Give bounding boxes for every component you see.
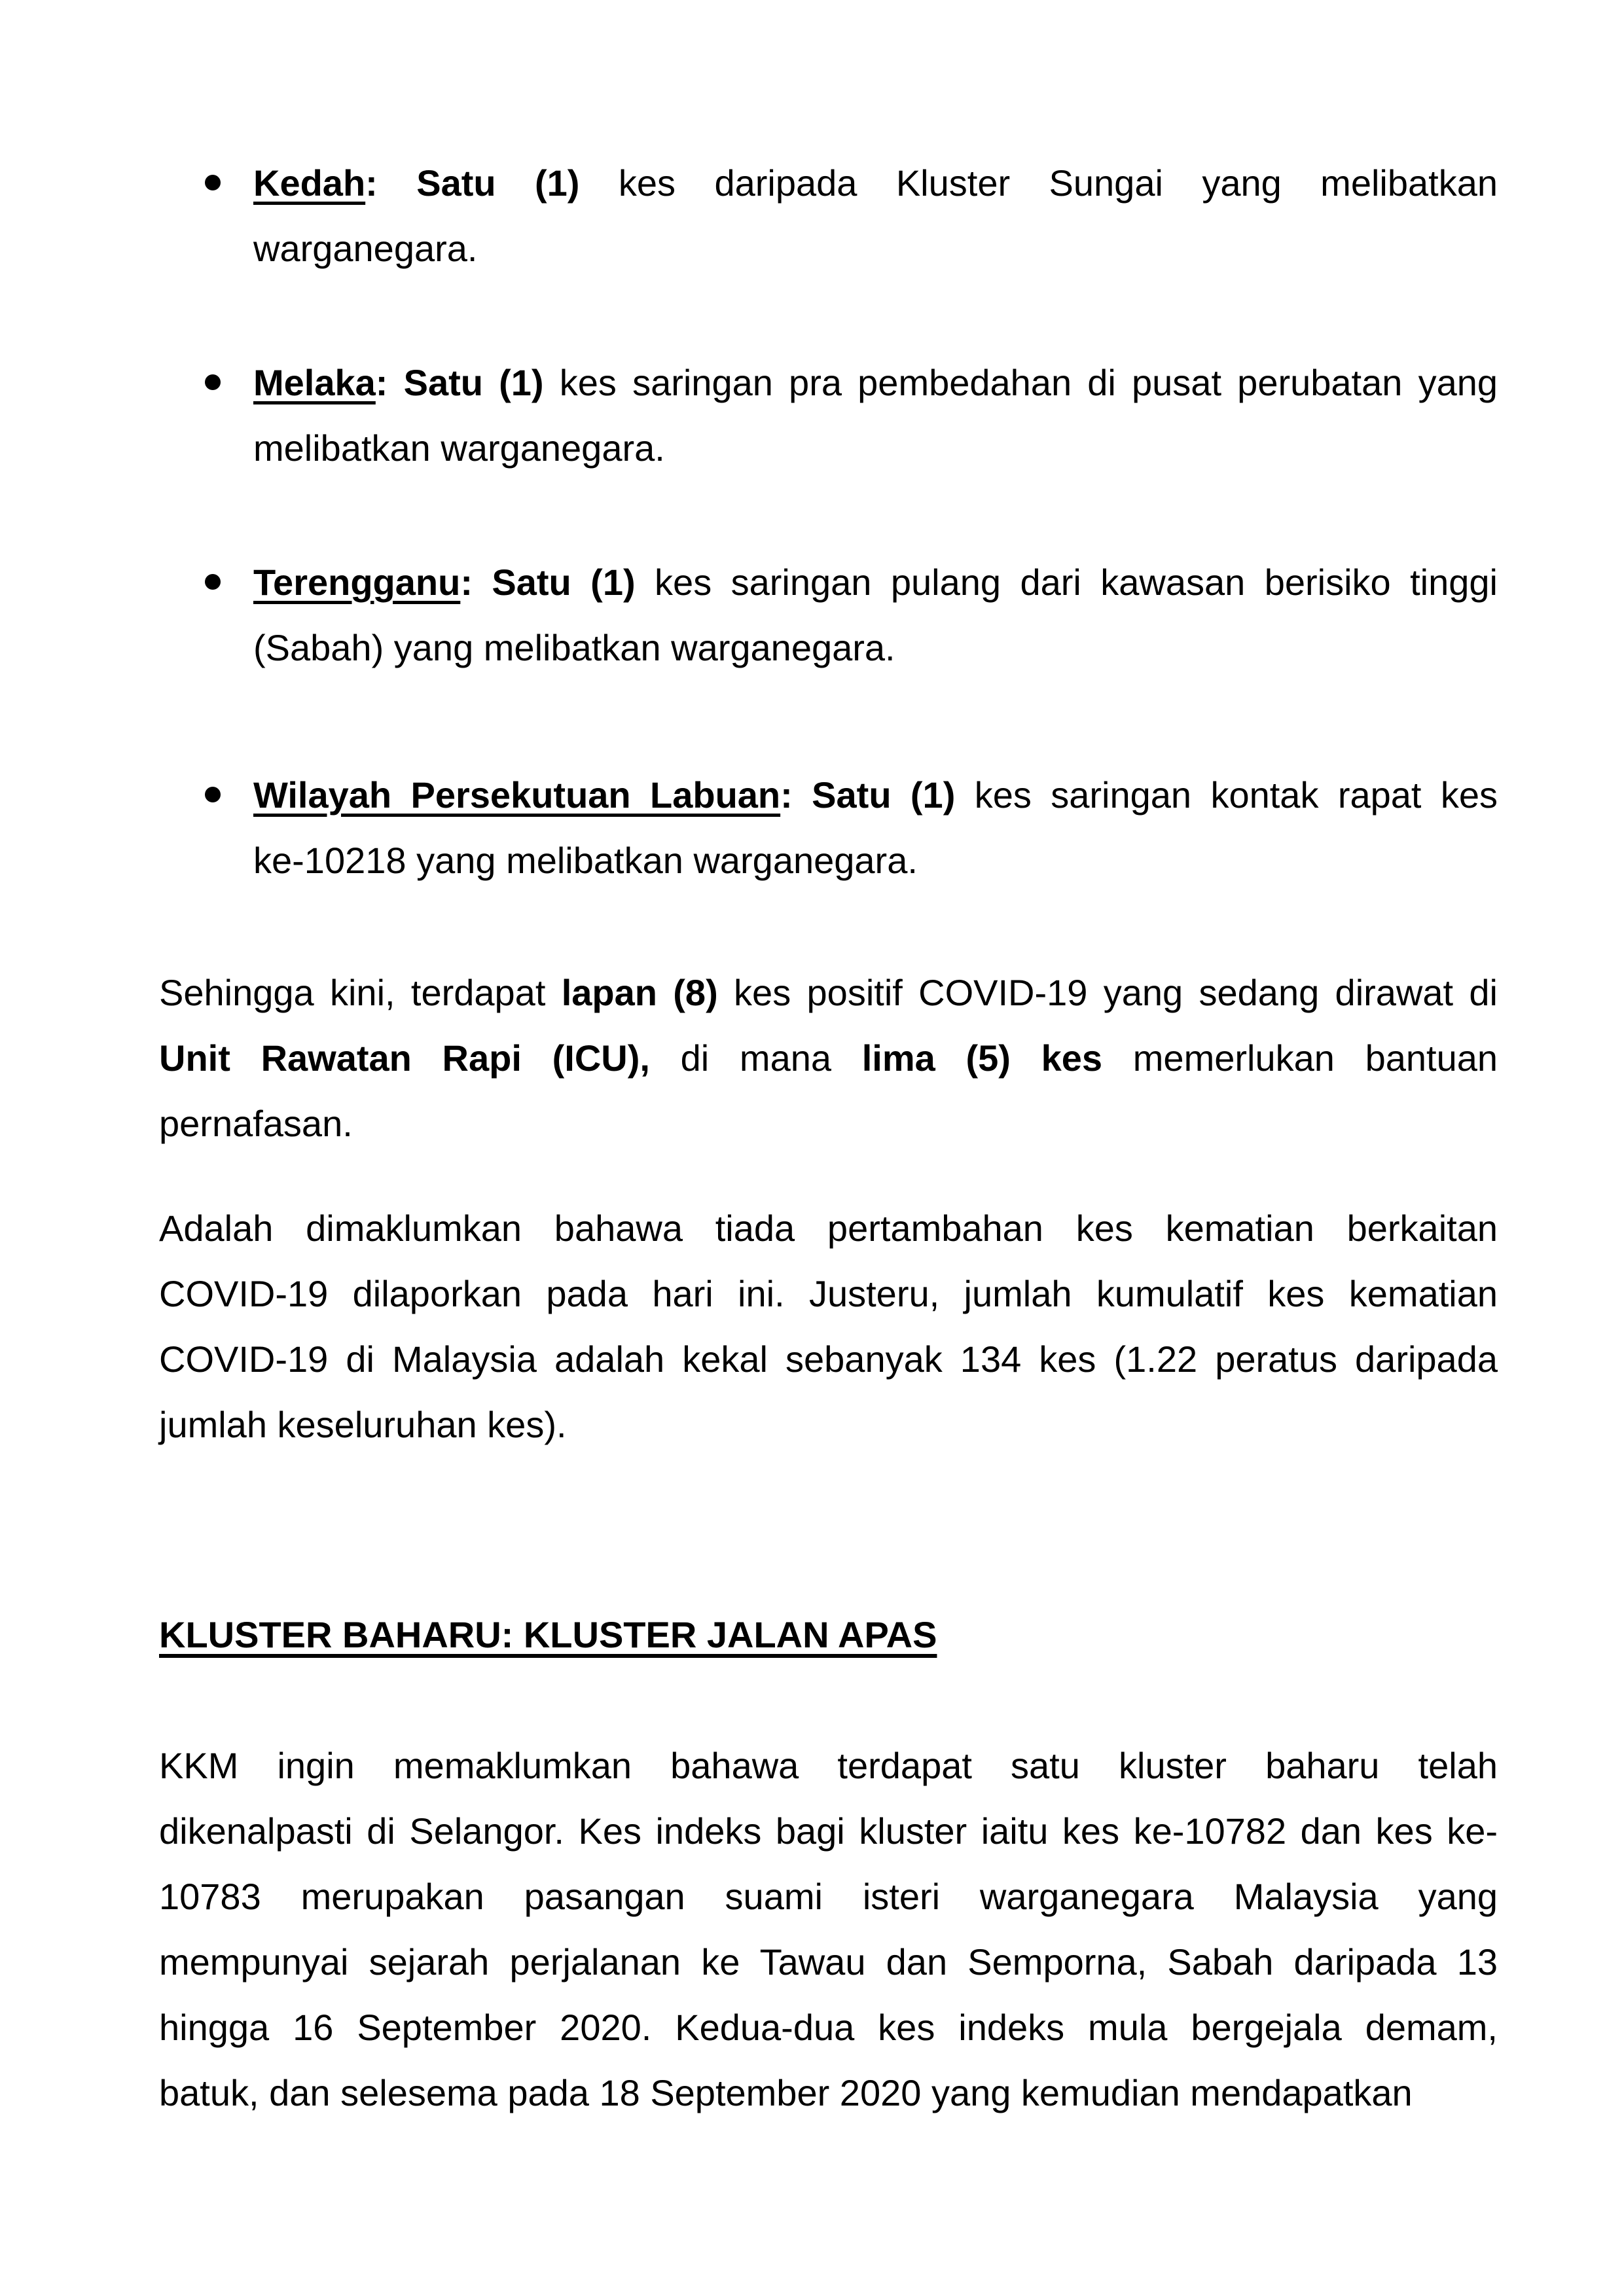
text-line xyxy=(159,1995,1498,2060)
bullet-dot-icon xyxy=(205,574,221,590)
text-run: di mana xyxy=(649,1037,862,1079)
text-run: KKM ingin memaklumkan bahawa terdapat satu kluster baharu telah xyxy=(159,1745,1498,1786)
section-heading: KLUSTER BAHARU: KLUSTER JALAN APAS xyxy=(159,1614,937,1655)
text-line xyxy=(159,1733,1498,1799)
text-line xyxy=(159,1091,1498,1157)
text-run: kes saringan kontak rapat kes xyxy=(974,774,1498,816)
text-run: ke-10218 yang melibatkan warganegara. xyxy=(253,840,918,881)
text-line xyxy=(253,350,1498,416)
region-label: Melaka xyxy=(253,362,376,403)
region-label: Terengganu xyxy=(253,562,461,603)
bold-text: Unit Rawatan Rapi (ICU), xyxy=(159,1037,650,1079)
text-run: hingga 16 September 2020. Kedua-dua kes indeks mula bergejala demam, xyxy=(159,2007,1498,2048)
bold-text: : Satu (1) xyxy=(780,774,975,816)
text-run: batuk, dan selesema pada 18 September 2020 yang kemudian mendapatkan xyxy=(159,2072,1413,2113)
text-line xyxy=(253,615,1498,681)
text-line xyxy=(159,960,1498,1026)
text-line xyxy=(159,1026,1498,1091)
region-label: Wilayah Persekutuan Labuan xyxy=(253,774,781,816)
text-run: COVID-19 dilaporkan pada hari ini. Justeru, jumlah kumulatif kes kematian xyxy=(159,1273,1498,1314)
text-line xyxy=(253,550,1498,615)
text-line xyxy=(159,1196,1498,1261)
text-line xyxy=(159,1261,1498,1327)
bullet-dot-icon xyxy=(205,175,221,190)
text-run: pernafasan. xyxy=(159,1103,353,1144)
text-line xyxy=(253,216,1498,281)
text-line xyxy=(253,828,1498,893)
text-line xyxy=(159,1392,1498,1458)
text-run: mempunyai sejarah perjalanan ke Tawau dan Semporna, Sabah daripada 13 xyxy=(159,1941,1498,1982)
bullet-dot-icon xyxy=(205,374,221,390)
bold-text: : Satu (1) xyxy=(460,562,655,603)
bold-text: : Satu (1) xyxy=(365,162,619,204)
text-run: COVID-19 di Malaysia adalah kekal sebanyak 134 kes (1.22 peratus daripada xyxy=(159,1338,1498,1380)
text-run: kes daripada Kluster Sungai yang melibatkan xyxy=(618,162,1498,204)
text-run: (Sabah) yang melibatkan warganegara. xyxy=(253,627,895,668)
bold-text: : Satu (1) xyxy=(375,362,560,403)
text-run: kes saringan pra pembedahan di pusat perubatan yang xyxy=(559,362,1498,403)
text-line xyxy=(253,151,1498,216)
text-run: dikenalpasti di Selangor. Kes indeks bagi kluster iaitu kes ke-10782 dan kes ke- xyxy=(159,1810,1498,1852)
text-line xyxy=(253,416,1498,481)
text-run: warganegara. xyxy=(253,228,478,269)
text-line xyxy=(253,762,1498,828)
text-run: memerlukan bantuan xyxy=(1102,1037,1498,1079)
text-line xyxy=(159,2060,1498,2126)
text-run: kes positif COVID-19 yang sedang dirawat di xyxy=(717,972,1498,1013)
text-run: 10783 merupakan pasangan suami isteri warganegara Malaysia yang xyxy=(159,1876,1498,1917)
bold-text: lapan (8) xyxy=(561,972,718,1013)
text-line xyxy=(159,1327,1498,1392)
text-run: Adalah dimaklumkan bahawa tiada pertambahan kes kematian berkaitan xyxy=(159,1208,1498,1249)
text-line xyxy=(159,1799,1498,1864)
bullet-dot-icon xyxy=(205,787,221,802)
text-run: jumlah keseluruhan kes). xyxy=(159,1404,567,1445)
text-run: kes saringan pulang dari kawasan berisiko tinggi xyxy=(655,562,1498,603)
text-run: melibatkan warganegara. xyxy=(253,427,665,469)
text-line xyxy=(159,1929,1498,1995)
text-line xyxy=(159,1864,1498,1929)
bold-text: lima (5) kes xyxy=(861,1037,1103,1079)
text-run: Sehingga kini, terdapat xyxy=(159,972,562,1013)
region-label: Kedah xyxy=(253,162,366,204)
